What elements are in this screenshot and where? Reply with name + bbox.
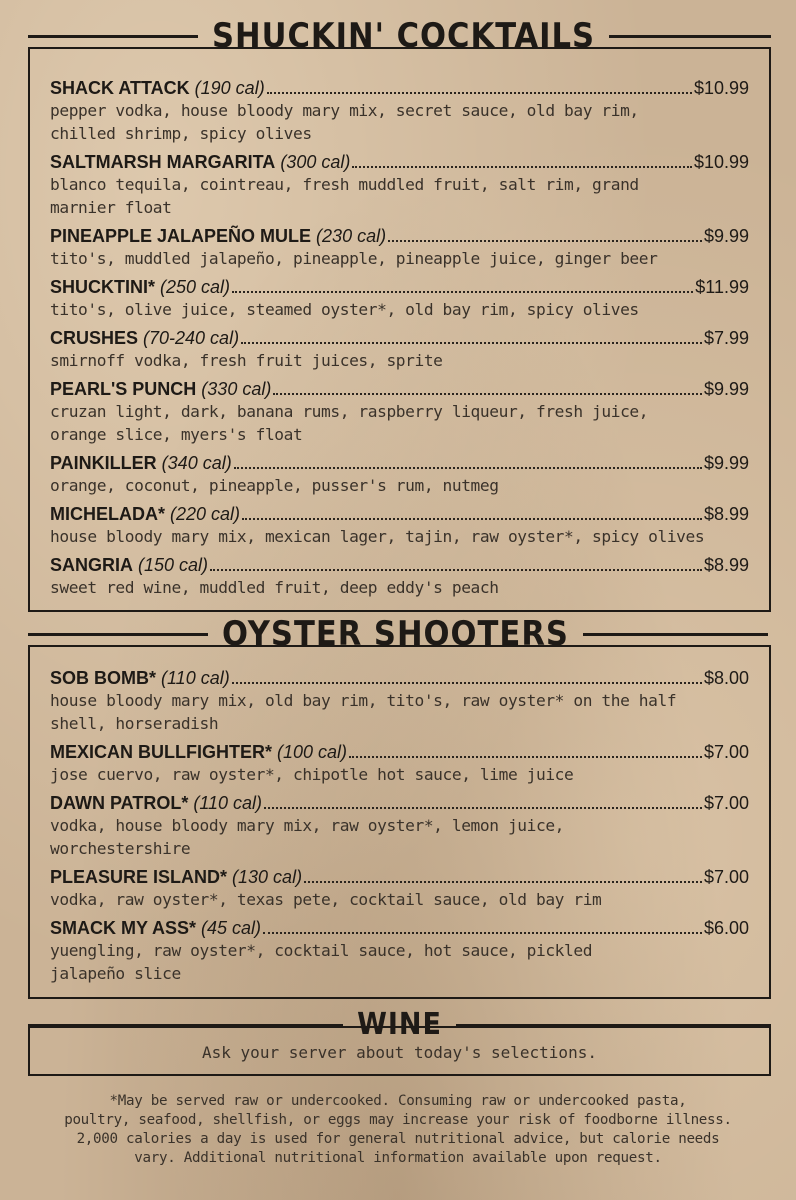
menu-item-name: DAWN PATROL* xyxy=(50,793,189,813)
menu-item-heading xyxy=(50,225,749,247)
dot-leader xyxy=(267,92,692,94)
menu-item xyxy=(50,866,749,911)
menu-item-price: $9.99 xyxy=(703,379,749,399)
menu-item-heading xyxy=(50,77,749,99)
menu-item-heading xyxy=(50,327,749,349)
menu-item xyxy=(50,225,749,270)
menu-item-description: orange, coconut, pineapple, pusser's rum, nutmeg xyxy=(50,476,499,495)
menu-item-name: PLEASURE ISLAND* xyxy=(50,867,228,887)
dot-leader xyxy=(304,881,702,883)
cocktails-section xyxy=(28,16,771,612)
menu-item-name: SHACK ATTACK xyxy=(50,78,190,98)
menu-item-description: house bloody mary mix, old bay rim, tito's, raw oyster* on the half shell, horseradish xyxy=(50,691,677,733)
menu-item-description: sweet red wine, muddled fruit, deep eddy's peach xyxy=(50,578,499,597)
menu-item-description: house bloody mary mix, mexican lager, tajin, raw oyster*, spicy olives xyxy=(50,527,705,546)
menu-item-price: $8.99 xyxy=(703,555,749,575)
menu-item-price: $11.99 xyxy=(695,277,749,297)
menu-item xyxy=(50,503,749,548)
menu-item-name: SOB BOMB* xyxy=(50,668,157,688)
menu-item xyxy=(50,151,749,219)
menu-item xyxy=(50,378,749,446)
menu-item-price: $7.00 xyxy=(703,793,749,813)
menu-item-name: PINEAPPLE JALAPEÑO MULE xyxy=(50,226,312,246)
menu-item-name: SMACK MY ASS* xyxy=(50,918,197,938)
menu-item-description: yuengling, raw oyster*, cocktail sauce, hot sauce, pickled jalapeño slice xyxy=(50,941,593,983)
menu-item-heading xyxy=(50,792,749,814)
menu-item-heading xyxy=(50,452,749,474)
menu-item xyxy=(50,917,749,985)
menu-item-heading xyxy=(50,917,749,939)
menu-item xyxy=(50,792,749,860)
wine-section xyxy=(28,1007,771,1076)
dot-leader xyxy=(242,518,702,520)
menu-item-name: SHUCKTINI* xyxy=(50,277,156,297)
header-rule-left xyxy=(28,35,198,38)
dot-leader xyxy=(388,240,702,242)
wine-header xyxy=(28,1007,771,1042)
menu-item-calories: (150 cal) xyxy=(138,555,209,575)
dot-leader xyxy=(232,291,693,293)
wine-note: Ask your server about today's selections. xyxy=(202,1043,597,1062)
menu-item-name: CRUSHES xyxy=(50,328,139,348)
menu-item-calories: (250 cal) xyxy=(160,277,231,297)
dot-leader xyxy=(264,807,702,809)
dot-leader xyxy=(232,682,702,684)
menu-item-price: $10.99 xyxy=(693,152,749,172)
menu-item-calories: (100 cal) xyxy=(277,742,348,762)
menu-item-price: $7.00 xyxy=(703,742,749,762)
menu-item-heading xyxy=(50,276,749,298)
dot-leader xyxy=(210,569,702,571)
menu-item-description: vodka, house bloody mary mix, raw oyster*, lemon juice, worchestershire xyxy=(50,816,565,858)
shooters-header xyxy=(28,614,771,654)
menu-item-description: jose cuervo, raw oyster*, chipotle hot sauce, lime juice xyxy=(50,765,574,784)
menu-item-description: vodka, raw oyster*, texas pete, cocktail sauce, old bay rim xyxy=(50,890,602,909)
menu-item-calories: (70-240 cal) xyxy=(143,328,240,348)
menu-item-heading xyxy=(50,741,749,763)
menu-item-name: MEXICAN BULLFIGHTER* xyxy=(50,742,272,762)
dot-leader xyxy=(352,166,692,168)
menu-item-calories: (220 cal) xyxy=(170,504,241,524)
cocktails-title: SHUCKIN' COCKTAILS xyxy=(212,16,595,56)
menu-item-name: PEARL'S PUNCH xyxy=(50,379,197,399)
dot-leader xyxy=(241,342,702,344)
menu-item-calories: (340 cal) xyxy=(161,453,232,473)
menu-item-price: $9.99 xyxy=(703,453,749,473)
menu-item-calories: (130 cal) xyxy=(232,867,303,887)
menu-item-calories: (110 cal) xyxy=(161,668,230,688)
menu-item xyxy=(50,276,749,321)
menu-item-price: $8.99 xyxy=(703,504,749,524)
menu-item-price: $10.99 xyxy=(693,78,749,98)
menu-item-description: tito's, olive juice, steamed oyster*, old bay rim, spicy olives xyxy=(50,300,639,319)
dot-leader xyxy=(234,467,702,469)
dot-leader xyxy=(349,756,702,758)
menu-item xyxy=(50,667,749,735)
menu-item-name: MICHELADA* xyxy=(50,504,165,524)
menu-item-description: cruzan light, dark, banana rums, raspberry liqueur, fresh juice, orange slice, myers's float xyxy=(50,402,649,444)
header-rule-right xyxy=(583,633,768,636)
menu-item-name: SALTMARSH MARGARITA xyxy=(50,152,276,172)
menu-item-heading xyxy=(50,554,749,576)
header-rule-left xyxy=(28,1024,343,1027)
menu-item-calories: (45 cal) xyxy=(201,918,262,938)
menu-item-price: $8.00 xyxy=(703,668,749,688)
menu-item xyxy=(50,327,749,372)
menu-item xyxy=(50,554,749,599)
menu-item-description: tito's, muddled jalapeño, pineapple, pineapple juice, ginger beer xyxy=(50,249,658,268)
header-rule-right xyxy=(456,1024,771,1027)
header-rule-left xyxy=(28,633,208,636)
header-rule-right xyxy=(609,35,771,38)
menu-item-description: smirnoff vodka, fresh fruit juices, sprite xyxy=(50,351,443,370)
disclaimer-footer: *May be served raw or undercooked. Consuming raw or undercooked pasta, poultry, seafood, shellfish, or eggs may increase your risk of foodborne illness. 2,000 calories a day is used for general nutritional advice, but calorie needs vary. Additional nutritional information available upon request. xyxy=(64,1093,732,1166)
menu-item-heading xyxy=(50,503,749,525)
menu-item-calories: (110 cal) xyxy=(193,793,263,813)
menu-item-description: pepper vodka, house bloody mary mix, secret sauce, old bay rim, chilled shrimp, spicy olives xyxy=(50,101,639,143)
wine-title: WINE xyxy=(357,1007,442,1042)
menu-item-price: $7.99 xyxy=(703,328,749,348)
menu-item-heading xyxy=(50,667,749,689)
dot-leader xyxy=(273,393,702,395)
shooters-section xyxy=(28,614,771,999)
menu-item-price: $7.00 xyxy=(703,867,749,887)
menu-item xyxy=(50,77,749,145)
dot-leader xyxy=(263,932,702,934)
menu-item xyxy=(50,741,749,786)
menu-item xyxy=(50,452,749,497)
menu-item-heading xyxy=(50,866,749,888)
shooters-title: OYSTER SHOOTERS xyxy=(222,614,569,654)
menu-item-calories: (230 cal) xyxy=(316,226,387,246)
cocktails-header xyxy=(28,16,771,56)
menu-item-name: SANGRIA xyxy=(50,555,134,575)
menu-item-heading xyxy=(50,151,749,173)
menu-item-calories: (190 cal) xyxy=(194,78,265,98)
menu-item-calories: (330 cal) xyxy=(201,379,272,399)
menu-item-name: PAINKILLER xyxy=(50,453,157,473)
menu-item-price: $9.99 xyxy=(703,226,749,246)
menu-item-calories: (300 cal) xyxy=(280,152,351,172)
menu-item-price: $6.00 xyxy=(703,918,749,938)
menu-item-heading xyxy=(50,378,749,400)
menu-item-description: blanco tequila, cointreau, fresh muddled fruit, salt rim, grand marnier float xyxy=(50,175,639,217)
